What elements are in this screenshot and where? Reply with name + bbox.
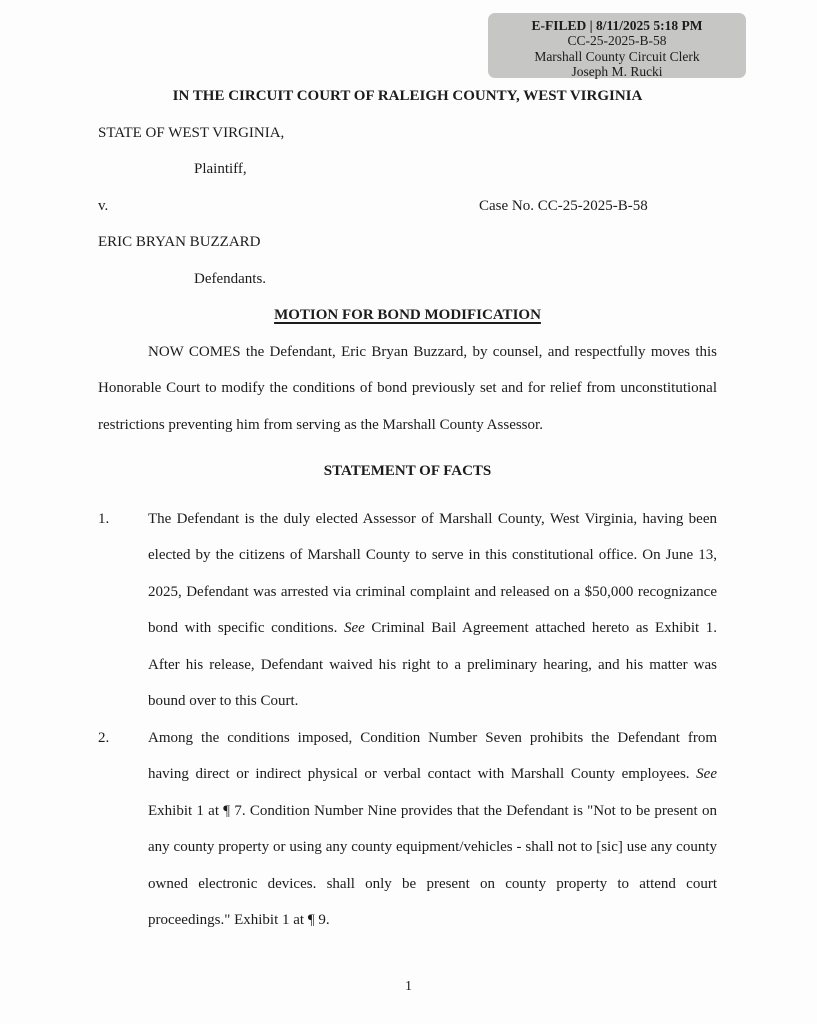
fact-number: 1. <box>98 510 110 527</box>
fact-paragraph-2 <box>98 720 717 939</box>
see-citation: See <box>343 620 365 636</box>
fact-paragraph-1 <box>98 501 717 720</box>
fact-number: 2. <box>98 729 110 746</box>
efile-stamp-clerk-name: Joseph M. Rucki <box>571 63 663 79</box>
motion-intro-paragraph: NOW COMES the Defendant, Eric Bryan Buzzard, by counsel, and respectfully moves this Honorable Court to modify the conditions of bond previously set and for relief from unconstitutional restrictions preventing him from serving as the Marshall County Assessor. <box>98 343 717 433</box>
versus-label: v. <box>98 197 109 214</box>
court-title: IN THE CIRCUIT COURT OF RALEIGH COUNTY, WEST VIRGINIA <box>172 88 643 104</box>
fact-text: Criminal Bail Agreement attached hereto as Exhibit 1. After his release, Defendant waived his right to a preliminary hearing, and his matter was bound over to this Court. <box>148 620 717 709</box>
statement-of-facts-heading: STATEMENT OF FACTS <box>323 463 492 479</box>
case-number: Case No. CC-25-2025-B-58 <box>479 197 648 214</box>
plaintiff-role: Plaintiff, <box>194 161 247 177</box>
page-number: 1 <box>405 979 412 994</box>
versus-row <box>98 188 717 225</box>
efile-stamp-case-number: CC-25-2025-B-58 <box>567 33 667 49</box>
fact-text: The Defendant is the duly elected Assessor of Marshall County, West Virginia, having been elected by the citizens of Marshall County to serve in this constitutional office. On June 13, 2025, Defendant was arrested via criminal complaint and released on a $50,000 recognizance bond with specific conditions. <box>148 510 717 636</box>
document-body <box>98 0 717 939</box>
see-citation: See <box>696 766 717 782</box>
efile-stamp-clerk-office: Marshall County Circuit Clerk <box>534 48 700 64</box>
motion-title: MOTION FOR BOND MODIFICATION <box>274 307 541 323</box>
fact-text: Among the conditions imposed, Condition Number Seven prohibits the Defendant from having direct or indirect physical or verbal contact with Marshall County employees. <box>148 729 717 782</box>
fact-text: Exhibit 1 at ¶ 7. Condition Number Nine provides that the Defendant is "Not to be present on any county property or using any county equipment/vehicles - shall not to [sic] use any county owned electronic devices. shall only be present on county property to attend court proceedings." Exhibit 1 at ¶ 9. <box>148 802 717 928</box>
defendant-role: Defendants. <box>194 270 267 287</box>
plaintiff-name: STATE OF WEST VIRGINIA, <box>98 124 285 141</box>
efile-stamp-header: E-FILED | 8/11/2025 5:18 PM <box>531 18 703 33</box>
defendant-name: ERIC BRYAN BUZZARD <box>98 234 261 250</box>
